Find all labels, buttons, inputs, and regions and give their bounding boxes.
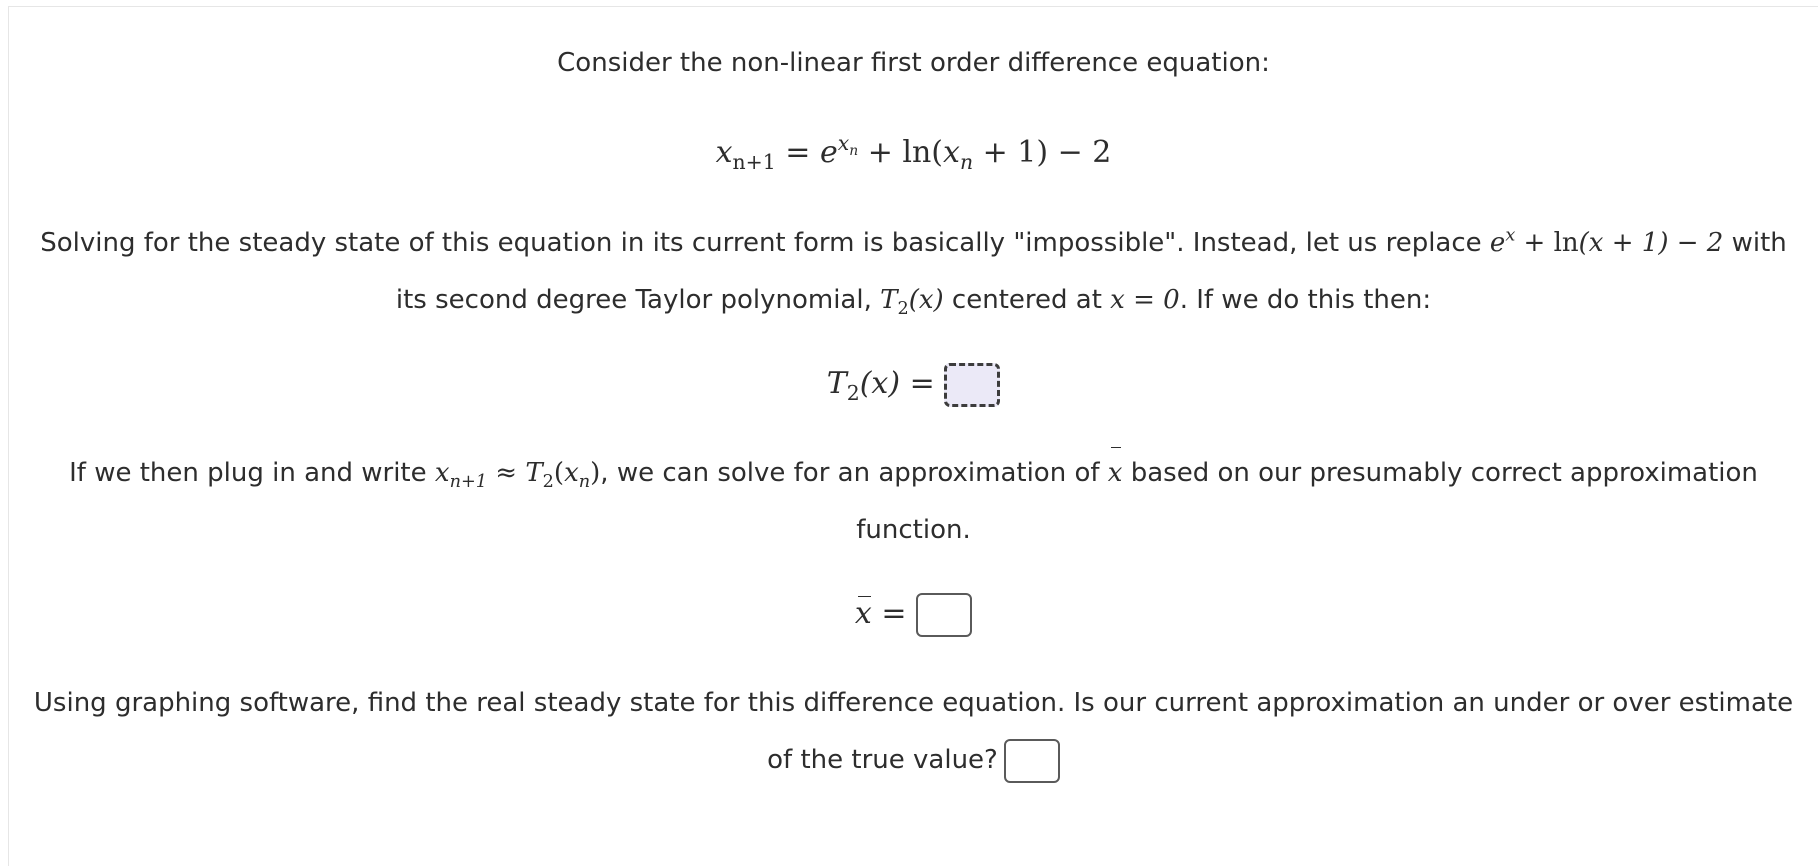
plug-text-1: If we then plug in and write xyxy=(69,458,435,488)
eq-ln-open: ( xyxy=(931,135,944,170)
plug-xbar: x xyxy=(1108,445,1123,502)
xbar-answer-box[interactable] xyxy=(916,593,972,637)
eq-ln-rest: + 1) − 2 xyxy=(973,135,1112,170)
solve-text-2: with its second degree Taylor polynomial, xyxy=(395,228,1787,315)
plug-x-sub: n+1 xyxy=(449,472,487,493)
eq-plus: + xyxy=(858,135,903,170)
plug-paragraph-row xyxy=(9,445,1818,559)
solve-t2-arg: (x) xyxy=(908,285,944,315)
plug-close: ) xyxy=(590,458,601,488)
eq-exp-base: e xyxy=(819,135,838,170)
xbar-symbol: x xyxy=(855,594,872,634)
solve-paragraph xyxy=(9,215,1818,329)
plug-xn: x xyxy=(564,458,579,488)
solve-center: x = 0 xyxy=(1110,285,1180,315)
xbar-equation xyxy=(9,593,1818,637)
difference-equation-row xyxy=(9,130,1818,175)
eq-equals: = xyxy=(775,135,820,170)
plug-T-sub: 2 xyxy=(542,472,554,493)
t2-sub: 2 xyxy=(846,381,860,406)
plug-text-3: based on our presumably correct approximation function. xyxy=(856,458,1758,545)
solve-text-3: centered at xyxy=(943,285,1111,315)
solve-t2-T: T xyxy=(880,285,898,315)
plug-xn-sub: n xyxy=(578,472,591,493)
intro-text: Consider the non-linear first order difference equation: xyxy=(557,48,1270,78)
eq-lhs-var: x xyxy=(715,135,733,170)
t2-equals: = xyxy=(900,366,945,401)
eq-exp-sub: n xyxy=(849,142,859,159)
solve-expr-sup: x xyxy=(1505,225,1516,246)
xbar-equation-row xyxy=(9,593,1818,637)
plug-approx: ≈ xyxy=(487,458,526,488)
plug-x: x xyxy=(434,458,450,488)
solve-expr-ln: + ln xyxy=(1515,228,1579,258)
graph-text: Using graphing software, find the real steady state for this difference equation. Is our current approximation an under or over estimate of the true value? xyxy=(33,688,1794,775)
plug-text-2: , we can solve for an approximation of xyxy=(600,458,1108,488)
eq-ln-sub: n xyxy=(959,150,974,175)
estimate-answer-box[interactable] xyxy=(1004,739,1060,783)
eq-ln-var: x xyxy=(943,135,960,170)
plug-T: T xyxy=(525,458,543,488)
eq-ln: ln xyxy=(902,135,932,170)
t2-equation xyxy=(9,363,1818,407)
t2-arg: (x) xyxy=(859,366,901,401)
intro-row xyxy=(9,35,1818,92)
t2-T: T xyxy=(826,366,847,401)
plug-open: ( xyxy=(553,458,565,488)
t2-equation-row xyxy=(9,363,1818,407)
graph-paragraph xyxy=(9,675,1818,789)
plug-paragraph xyxy=(9,445,1818,559)
solve-expr-rest: (x + 1) − 2 xyxy=(1578,228,1724,258)
solve-t2-sub: 2 xyxy=(897,299,909,320)
solve-text-1: Solving for the steady state of this equation in its current form is basically "impossible". Instead, let us replace xyxy=(40,228,1490,258)
solve-paragraph-row xyxy=(9,215,1818,329)
t2-answer-box[interactable] xyxy=(944,363,1000,407)
difference-equation xyxy=(9,130,1818,175)
xbar-equals: = xyxy=(871,596,917,631)
solve-expr-base: e xyxy=(1489,228,1506,258)
solve-text-4: . If we do this then: xyxy=(1179,285,1432,315)
eq-lhs-sub: n+1 xyxy=(732,150,776,175)
eq-exp-var: x xyxy=(837,130,850,155)
graph-paragraph-row xyxy=(9,675,1818,789)
